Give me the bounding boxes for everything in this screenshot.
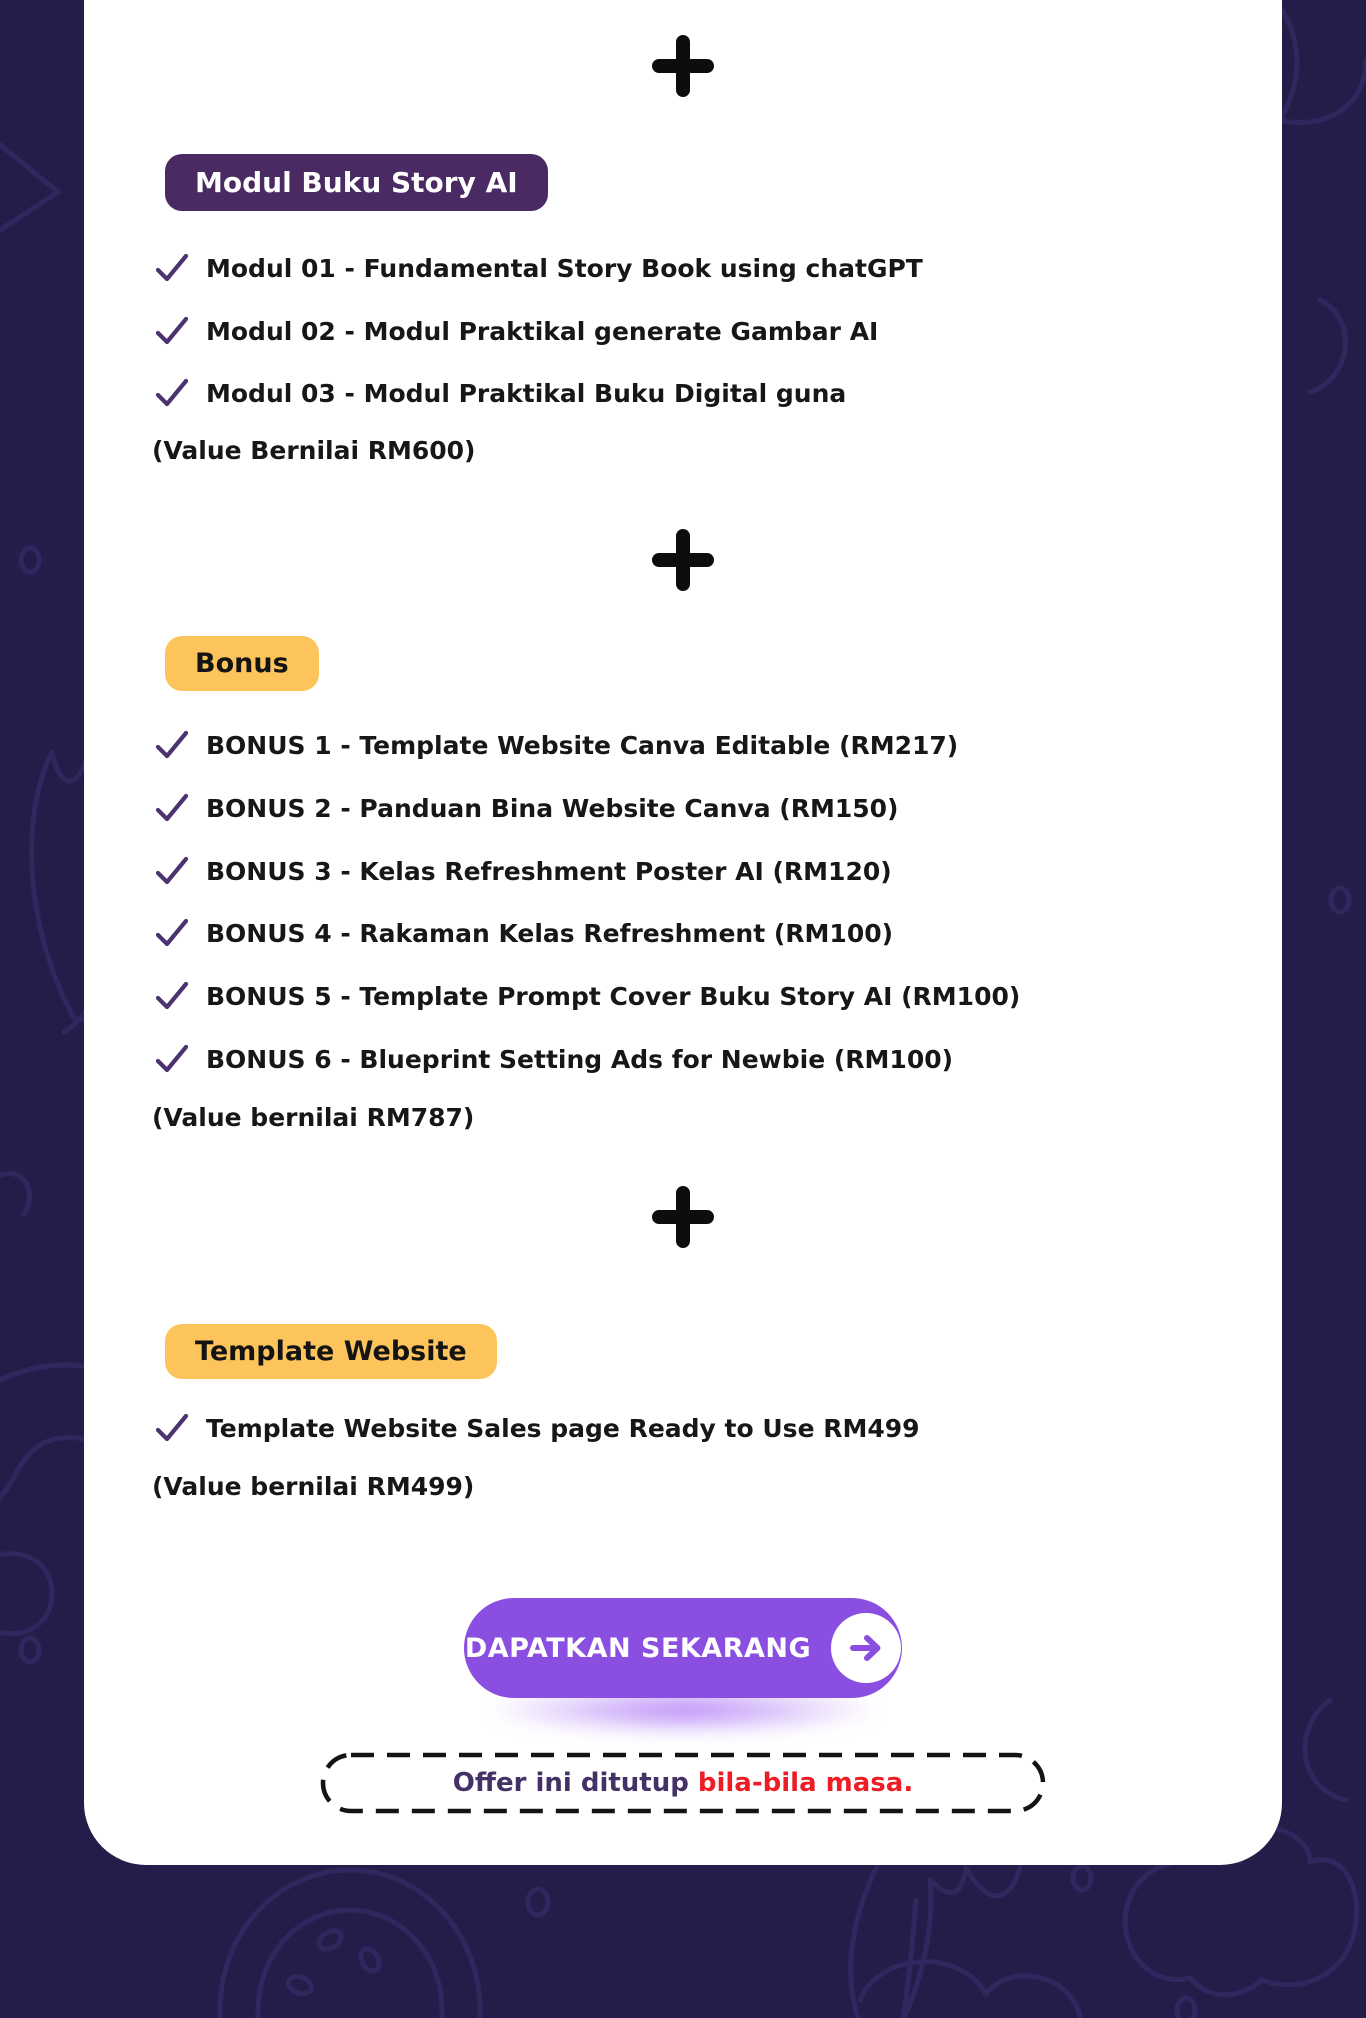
list-item: [155, 851, 892, 891]
list-item: [155, 248, 923, 288]
badge-label: Template Website: [195, 1336, 467, 1367]
check-icon: [155, 981, 189, 1011]
section-value-note: (Value bernilai RM787): [152, 1103, 475, 1132]
check-icon: [155, 918, 189, 948]
content-card: [84, 0, 1282, 1865]
check-icon: [155, 253, 189, 283]
plus-icon: [650, 1184, 716, 1250]
section-badge-template-website: [165, 1324, 497, 1379]
section-value-note: (Value Bernilai RM600): [152, 436, 476, 465]
list-item-label: BONUS 5 - Template Prompt Cover Buku Story AI (RM100): [206, 981, 1021, 1011]
offer-highlight: bila-bila masa.: [697, 1768, 914, 1798]
check-icon: [155, 730, 189, 760]
list-item: [155, 788, 898, 828]
plus-icon: [650, 527, 716, 593]
dapatkan-sekarang-button[interactable]: [464, 1598, 902, 1698]
arrow-right-icon: [831, 1613, 901, 1683]
list-item-label: BONUS 6 - Blueprint Setting Ads for Newbie (RM100): [206, 1044, 954, 1074]
list-item: [155, 1039, 953, 1079]
offer-note-text: [320, 1752, 1046, 1814]
badge-label: Modul Buku Story AI: [195, 166, 518, 199]
list-item: [155, 976, 1020, 1016]
check-icon: [155, 1413, 189, 1443]
badge-label: Bonus: [195, 648, 289, 679]
list-item-label: Modul 01 - Fundamental Story Book using chatGPT: [206, 253, 923, 283]
check-icon: [155, 378, 189, 408]
list-item: [155, 1408, 920, 1448]
list-item-label: Template Website Sales page Ready to Use RM499: [206, 1413, 920, 1443]
check-icon: [155, 793, 189, 823]
check-icon: [155, 316, 189, 346]
list-item-label: Modul 02 - Modul Praktikal generate Gambar AI: [206, 316, 879, 346]
list-item: [155, 913, 893, 953]
list-item: [155, 311, 878, 351]
offer-note-box: [320, 1752, 1046, 1814]
plus-icon: [650, 33, 716, 99]
section-badge-bonus: [165, 636, 319, 691]
section-value-note: (Value bernilai RM499): [152, 1472, 475, 1501]
cta-label: DAPATKAN SEKARANG: [464, 1632, 812, 1664]
list-item-label: Modul 03 - Modul Praktikal Buku Digital guna: [206, 378, 847, 408]
section-badge-modul-buku-story-ai: [165, 154, 548, 211]
offer-prefix: Offer ini ditutup: [452, 1768, 689, 1798]
list-item: [155, 373, 846, 413]
list-item-label: BONUS 1 - Template Website Canva Editable (RM217): [206, 730, 959, 760]
check-icon: [155, 1044, 189, 1074]
check-icon: [155, 856, 189, 886]
list-item-label: BONUS 3 - Kelas Refreshment Poster AI (RM120): [206, 856, 892, 886]
list-item: [155, 725, 958, 765]
list-item-label: BONUS 4 - Rakaman Kelas Refreshment (RM100): [206, 918, 894, 948]
list-item-label: BONUS 2 - Panduan Bina Website Canva (RM150): [206, 793, 899, 823]
